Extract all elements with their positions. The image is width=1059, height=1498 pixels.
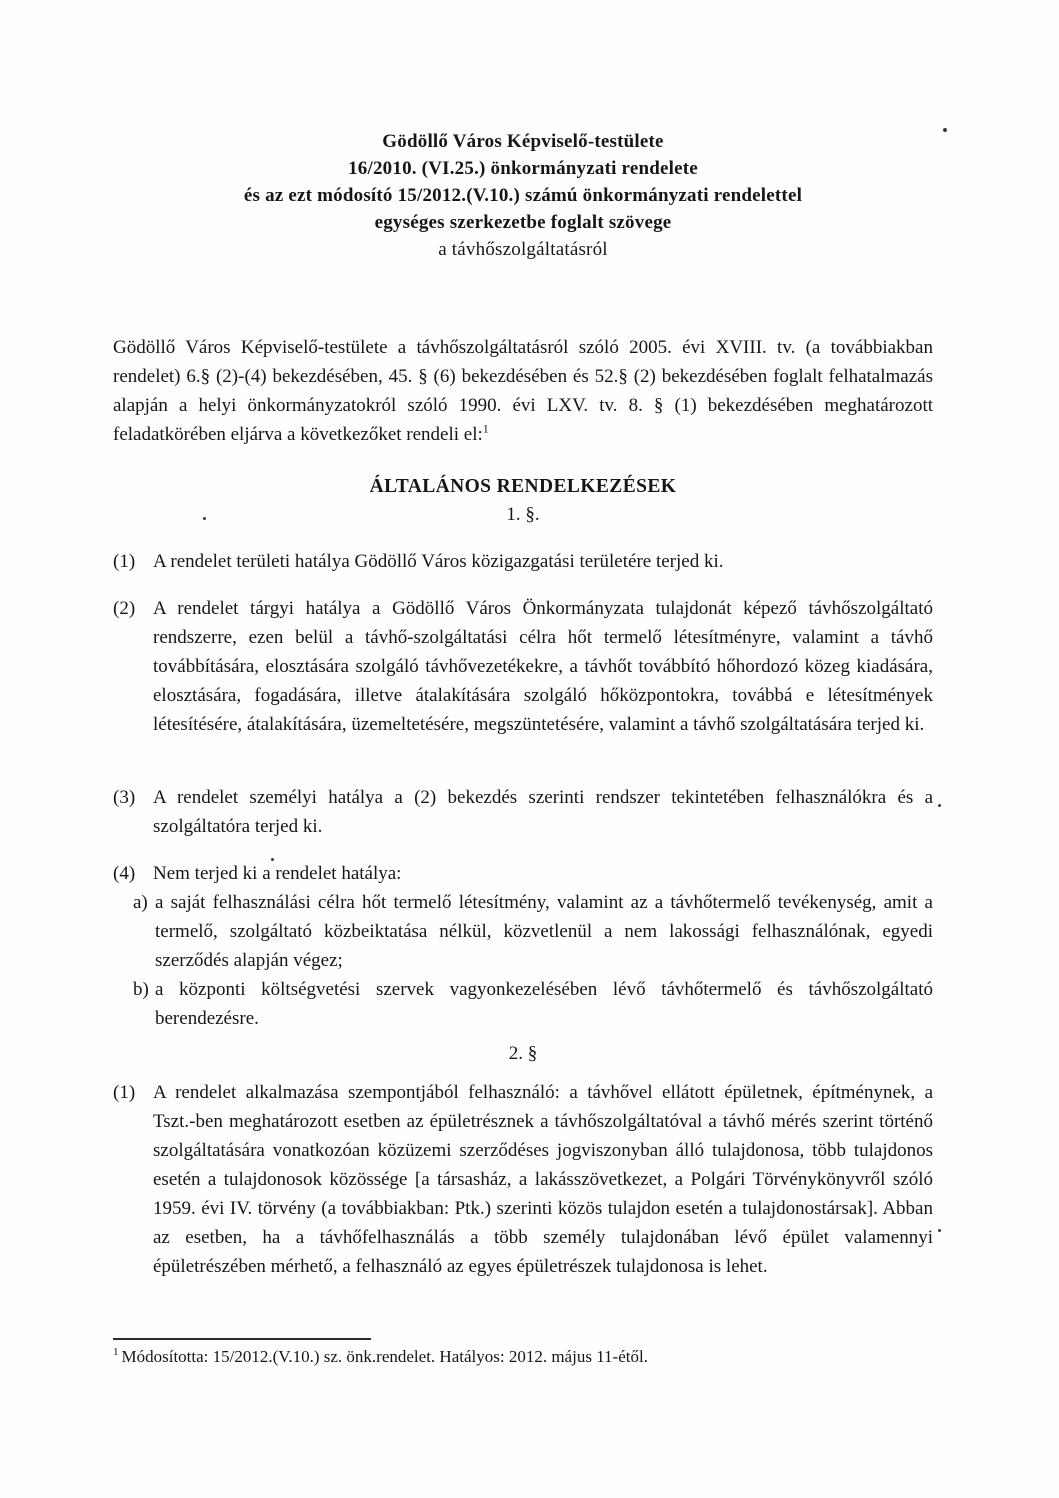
list-item-marker: a) — [133, 892, 148, 913]
list-item-text: a központi költségvetési szervek vagyonkezelésében lévő távhőtermelő és távhőszolgáltató berendezésre. — [155, 979, 933, 1029]
scan-artifact-dot — [203, 517, 206, 520]
document-content — [113, 0, 933, 1281]
document-title — [113, 128, 933, 263]
paragraph-lead-text: Nem terjed ki a rendelet hatálya: — [153, 863, 402, 884]
section-1-heading: ÁLTALÁNOS RENDELKEZÉSEK — [369, 476, 677, 497]
paragraph-number: (3) — [113, 787, 136, 808]
paragraph-number: (4) — [113, 863, 136, 884]
section-1-subheading: 1. §. — [506, 504, 540, 525]
section-2-heading: 2. § — [508, 1043, 538, 1064]
paragraph-1 — [113, 547, 933, 576]
footnote-text-line — [113, 1346, 933, 1368]
title-line: 16/2010. (VI.25.) önkormányzati rendelete — [348, 158, 698, 179]
footnote-reference: 1 — [482, 421, 489, 436]
title-line: Gödöllő Város Képviselő-testülete — [382, 131, 664, 152]
paragraph-number: (1) — [113, 551, 136, 572]
title-line: egységes szerkezetbe foglalt szövege — [374, 212, 672, 233]
paragraph-number: (1) — [113, 1082, 136, 1103]
paragraph-3 — [113, 783, 933, 841]
scan-artifact-dot — [271, 858, 274, 861]
preamble-paragraph — [113, 333, 933, 449]
footnote-marker: 1 — [113, 1346, 119, 1359]
preamble-text: Gödöllő Város Képviselő-testülete a távhőszolgáltatásról szóló 2005. évi XVIII. tv. (a továbbiakban rendelet) 6.§ (2)-(4) bekezdésében, 45. § (6) bekezdésében és 52.§ (2) bekezdésében foglalt felhatalmazás alapján a helyi önkormányzatokról szóló 1990. évi LXV. tv. 8. § (1) bekezdésében meghatározott feladatkörében eljárva a következőket rendeli el: — [113, 337, 933, 445]
scan-artifact-dot — [938, 1229, 941, 1232]
paragraph-number: (2) — [113, 598, 136, 619]
scan-artifact-dot — [938, 804, 941, 807]
paragraph-text: A rendelet területi hatálya Gödöllő Város közigazgatási területére terjed ki. — [153, 551, 724, 572]
footnote-separator — [113, 1338, 371, 1340]
scan-artifact-dot — [943, 128, 947, 132]
paragraph-text: A rendelet tárgyi hatálya a Gödöllő Város Önkormányzata tulajdonát képező távhőszolgáltató rendszerre, ezen belül a távhő-szolgáltatási célra hőt termelő létesítményre, valamint a távhő továbbítására, elosztására szolgáló távhővezetékekre, a távhőt továbbító hőhordozó közeg kiadására, elosztására, fogadására, illetve átalakítására szolgáló hőközpontokra, továbbá e létesítmények létesítésére, átalakítására, üzemeltetésére, megszüntetésére, valamint a távhő szolgáltatására terjed ki. — [153, 598, 933, 735]
footnote-text: Módosította: 15/2012.(V.10.) sz. önk.rendelet. Hatályos: 2012. május 11-étől. — [121, 1347, 648, 1366]
paragraph-text: A rendelet alkalmazása szempontjából felhasználó: a távhővel ellátott épületnek, építménynek, a Tszt.-ben meghatározott esetben az épületrésznek a távhőszolgáltatóval a távhő mérés szerint történő szolgáltatására vonatkozóan közüzemi szerződéses jogviszonyban álló tulajdonosa, több tulajdonos esetén a tulajdonosok közössége [a társasház, a lakásszövetkezet, a Polgári Törvénykönyvről szóló 1959. évi IV. törvény (a továbbiakban: Ptk.) szerinti közös tulajdon esetén a tulajdonostársak]. Abban az esetben, ha a távhőfelhasználás a több személy tulajdonában lévő épület valamennyi épületrészében mérhető, a felhasználó az egyes épületrészek tulajdonosa is lehet. — [153, 1082, 933, 1277]
paragraph-4 — [113, 859, 933, 1033]
paragraph-2 — [113, 594, 933, 739]
title-line: a távhőszolgáltatásról — [438, 239, 608, 260]
list-item-b — [133, 975, 933, 1033]
list-item-marker: b) — [133, 979, 149, 1000]
list-item-text: a saját felhasználási célra hőt termelő létesítmény, valamint az a távhőtermelő tevékenység, amit a termelő, szolgáltató közbeiktatása nélkül, közvetlenül a nem lakossági felhasználónak, egyedi szerződés alapján végez; — [155, 892, 933, 971]
section-2-paragraph-1 — [113, 1078, 933, 1281]
list-item-a — [133, 888, 933, 975]
title-line: és az ezt módosító 15/2012.(V.10.) számú önkormányzati rendelettel — [243, 185, 803, 206]
footnote — [113, 1338, 933, 1368]
paragraph-text: A rendelet személyi hatálya a (2) bekezdés szerinti rendszer tekintetében felhasználókra és a szolgáltatóra terjed ki. — [153, 787, 933, 837]
paragraph-text — [133, 859, 933, 1033]
